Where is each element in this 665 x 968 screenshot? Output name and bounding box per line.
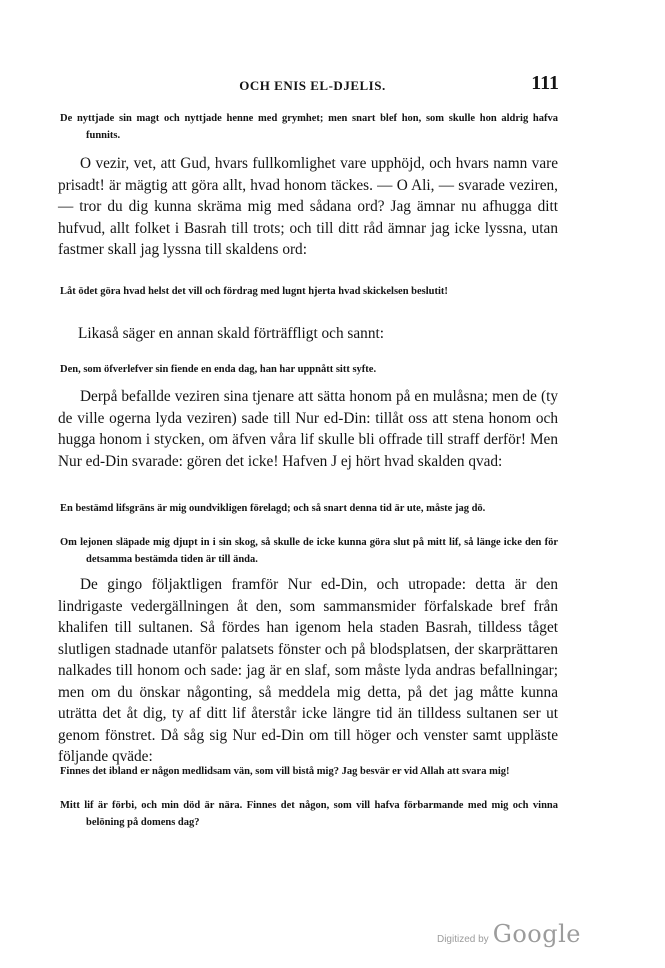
running-title: OCH ENIS EL-DJELIS.: [239, 78, 386, 93]
verse-block-2: Låt ödet göra hvad helst det vill och fördrag med lugnt hjerta hvad skickelsen beslutit!: [60, 286, 448, 297]
verse-block-5a: Finnes det ibland er någon medlidsam vän, som vill bistå mig? Jag besvär er vid Allah att svara mig!: [60, 766, 510, 777]
verse-block-5b: Mitt lif är förbi, och min död är nära. Finnes det någon, som vill hafva förbarmande med mig och vinna belöning på domens dag?: [60, 800, 558, 828]
paragraph-3-text: Derpå befallde veziren sina tjenare att sätta honom på en mulåsna; men de (ty de ville ogerna lyda veziren) sade till Nur ed-Din: tillåt oss att stena honom och hugga honom i stycken, om äfven våra lif skulle bli offrade till straff derför! Men Nur ed-Din svarade: gören det icke! Hafven J ej hört hvad skalden qvad:: [58, 388, 558, 470]
verse-block-3: Den, som öfverlefver sin fiende en enda dag, han har uppnått sitt syfte.: [60, 364, 377, 375]
watermark-prefix: Digitized by: [436, 934, 489, 945]
google-logo: Google: [492, 920, 581, 948]
digitization-watermark: [437, 920, 581, 948]
paragraph-2: Likaså säger en annan skald förträffligt och sannt:: [78, 325, 384, 342]
verse-block-4b: Om lejonen släpade mig djupt in i sin skog, så skulle de icke kunna göra slut på mitt lif, så länge icke den för detsamma bestämda tiden är till ända.: [60, 537, 558, 565]
page-header: [60, 72, 565, 100]
paragraph-1: [58, 153, 558, 261]
page-number: 111: [531, 72, 559, 94]
verse-block-4a: En bestämd lifsgräns är mig oundvikligen förelagd; och så snart denna tid är ute, måste jag dö.: [60, 503, 486, 514]
paragraph-4: [58, 574, 558, 768]
paragraph-3: [58, 386, 558, 472]
verse-block-1: De nyttjade sin magt och nyttjade henne med grymhet; men snart blef hon, som skulle hon aldrig hafva funnits.: [60, 113, 558, 141]
paragraph-4-text: De gingo följaktligen framför Nur ed-Din, och utropade: detta är den lindrigaste vedergällningen åt den, som sammansmider förfalskade bref från khalifen till sultanen. Så fördes han igenom hela staden Basrah, tilldess tåget slutligen stadnade utanför palatsets fönster och på blodsplatsen, der skarprättaren nalkades till honom och sade: jag är en slaf, som måste lyda andras befallningar; men om du önskar någonting, så meddela mig detta, på det jag måtte kunna uträtta det åt dig, ty af ditt lif återstår icke längre tid än tilldess sultanen ser ut genom fönstret. Då såg sig Nur ed-Din om till höger och venster samt uppläste följande qväde:: [58, 576, 558, 765]
paragraph-1-text: O vezir, vet, att Gud, hvars fullkomlighet vare upphöjd, och hvars namn vare prisadt! är mägtig att göra allt, hvad honom täckes. — O Ali, — svarade veziren, — tror du dig kunna skräma mig med sådana ord? Jag ämnar nu afhugga ditt hufvud, allt folket i Basrah till trots; och till ditt råd ämnar jag icke lyssna, utan fastmer skall jag lyssna till skaldens ord:: [58, 155, 558, 258]
